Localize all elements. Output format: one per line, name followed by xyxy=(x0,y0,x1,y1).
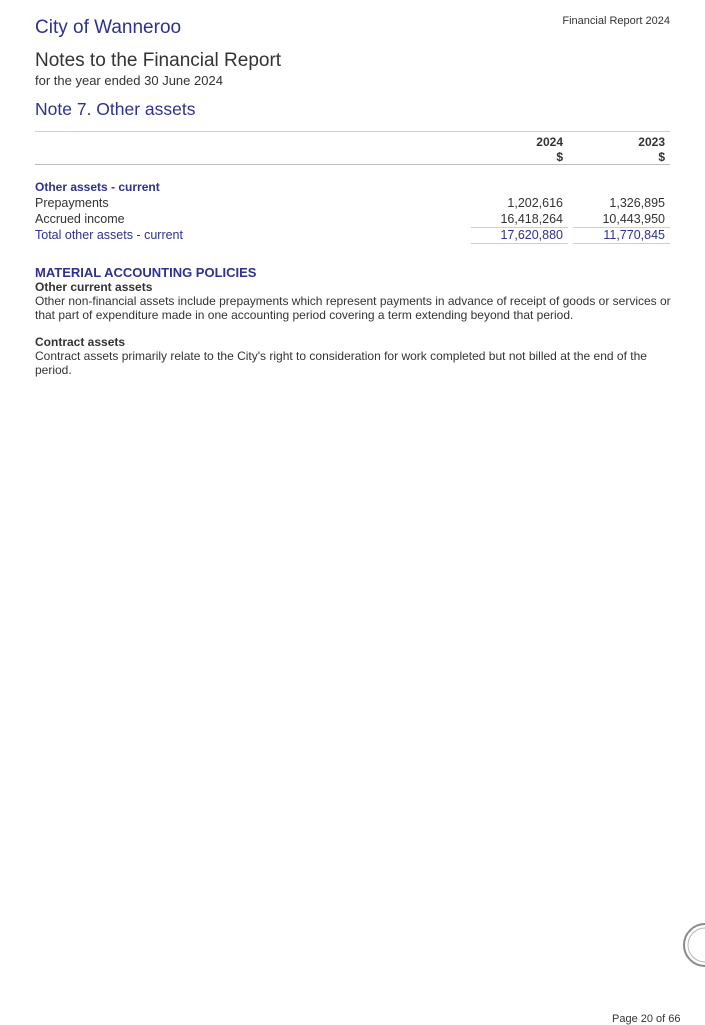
total-value-2023: 11,770,845 xyxy=(603,228,665,242)
total-value-2024: 17,620,880 xyxy=(500,228,563,242)
column-header-2024: 2024 xyxy=(536,135,563,149)
table-top-rule xyxy=(35,131,670,132)
row-value-2023: 10,443,950 xyxy=(602,212,665,226)
period-subtitle: for the year ended 30 June 2024 xyxy=(35,73,223,88)
section-label: Other assets - current xyxy=(35,180,160,194)
round-seal-icon xyxy=(681,921,705,969)
policies-heading: MATERIAL ACCOUNTING POLICIES xyxy=(35,265,257,280)
table-total-row xyxy=(35,228,670,244)
row-value-2024: 1,202,616 xyxy=(507,196,563,210)
other-current-assets-heading: Other current assets xyxy=(35,280,153,294)
row-value-2023: 1,326,895 xyxy=(609,196,665,210)
organisation-name: City of Wanneroo xyxy=(35,17,182,38)
total-label: Total other assets - current xyxy=(35,228,183,242)
total-bottom-rule-2023 xyxy=(573,243,670,244)
contract-assets-heading: Contract assets xyxy=(35,335,126,349)
column-header-2023: 2023 xyxy=(638,135,665,149)
row-label: Prepayments xyxy=(35,196,109,210)
column-unit-2024: $ xyxy=(556,150,563,164)
total-bottom-rule-2024 xyxy=(471,243,568,244)
row-label: Accrued income xyxy=(35,212,125,226)
row-value-2024: 16,418,264 xyxy=(500,212,563,226)
other-current-assets-text: Other non-financial assets include prepayments which represent payments in advance of receipt of goods or services or that part of expenditure made in one accounting period covering a term extending beyond that period. xyxy=(35,294,671,322)
page-number: Page 20 of 66 xyxy=(612,1013,681,1025)
table-header-rule xyxy=(35,164,670,165)
table-row xyxy=(35,196,670,212)
contract-assets-text: Contract assets primarily relate to the City's right to consideration for work completed but not billed at the end of the period. xyxy=(35,349,647,377)
report-label: Financial Report 2024 xyxy=(562,15,670,27)
table-row xyxy=(35,212,670,228)
notes-title: Notes to the Financial Report xyxy=(35,50,282,71)
column-unit-2023: $ xyxy=(658,150,665,164)
note-title: Note 7. Other assets xyxy=(35,99,196,119)
